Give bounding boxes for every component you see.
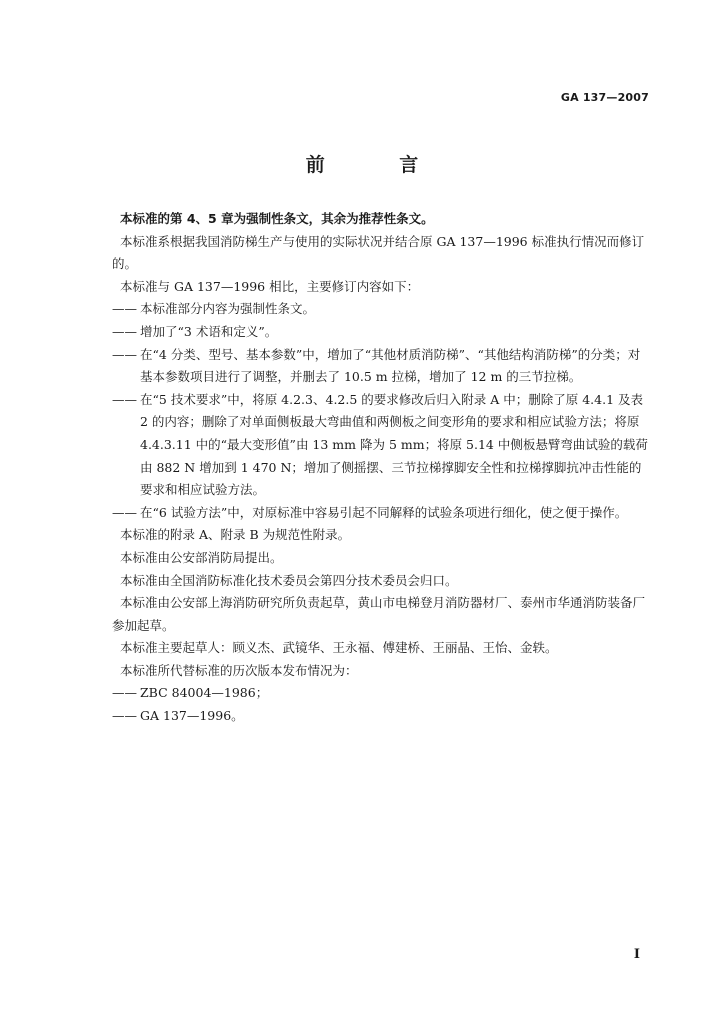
page-title: 前 言 [305, 154, 453, 176]
paragraph-drafters: 本标准主要起草人：顾义杰、武镜华、王永福、傅建桥、王丽晶、王怡、金轶。 [120, 640, 558, 656]
change-item-5 [112, 502, 652, 525]
paragraph-drafting-units: 本标准由公安部上海消防研究所负责起草，黄山市电梯登月消防器材厂、泰州市华通消防装备厂参加起草。 [112, 595, 646, 633]
change-item-3 [112, 344, 652, 389]
dash-mark: —— [112, 346, 137, 362]
dash-mark: —— [112, 708, 137, 724]
paragraph-history-intro: 本标准所代替标准的历次版本发布情况为： [120, 662, 358, 678]
paragraph-annexes: 本标准的附录 A、附录 B 为规范性附录。 [120, 527, 351, 543]
history-item-text: ZBC 84004—1986； [140, 685, 269, 701]
change-item-4 [112, 389, 652, 502]
dash-mark: —— [112, 323, 137, 339]
change-item-text: 在“6 试验方法”中，对原标准中容易引起不同解释的试验条项进行细化，使之便于操作。 [140, 504, 628, 520]
paragraph-committee: 本标准由全国消防标准化技术委员会第四分技术委员会归口。 [120, 572, 458, 588]
paragraph-revision-basis: 本标准系根据我国消防梯生产与使用的实际状况并结合原 GA 137—1996 标准执行情况而修订的。 [112, 233, 645, 272]
dash-mark: —— [112, 301, 137, 317]
change-item-text: 在“5 技术要求”中，将原 4.2.3、4.2.5 的要求修改后归入附录 A 中；删除了原 4.4.1 及表 2 的内容；删除了对单面侧板最大弯曲值和两侧板之间变形角的要求和相应试验方法；将原 4.4.3.11 中的“最大变形值”由 13 mm 降为 5 mm；将原 5.14 中侧板悬臂弯曲试验的载荷由 882 N 增加到 1 470 N；增加了侧摇摆、三节拉梯撑脚安全性和拉梯撑脚抗冲击性能的要求和相应试验方法。 [140, 391, 648, 498]
dash-mark: —— [112, 504, 137, 520]
page-number: I [633, 947, 640, 962]
change-item-2 [112, 321, 652, 344]
history-item-1 [112, 682, 652, 705]
standard-code: GA 137—2007 [560, 91, 649, 104]
history-item-2 [112, 705, 652, 728]
dash-mark: —— [112, 391, 137, 407]
change-item-text: 增加了“3 术语和定义”。 [140, 323, 278, 339]
change-item-text: 在“4 分类、型号、基本参数”中，增加了“其他材质消防梯”、“其他结构消防梯”的分类；对基本参数项目进行了调整，并删去了 10.5 m 拉梯，增加了 12 m 的三节拉梯。 [140, 346, 641, 385]
paragraph-changes-intro: 本标准与 GA 137—1996 相比，主要修订内容如下： [120, 278, 420, 294]
history-item-text: GA 137—1996。 [140, 708, 244, 724]
change-item-text: 本标准部分内容为强制性条文。 [140, 301, 316, 317]
dash-mark: —— [112, 685, 137, 701]
paragraph-mandatory-clauses: 本标准的第 4、5 章为强制性条文，其余为推荐性条文。 [120, 211, 434, 226]
paragraph-proposer: 本标准由公安部消防局提出。 [120, 549, 283, 565]
change-item-1 [112, 298, 652, 321]
foreword-body [112, 208, 652, 728]
